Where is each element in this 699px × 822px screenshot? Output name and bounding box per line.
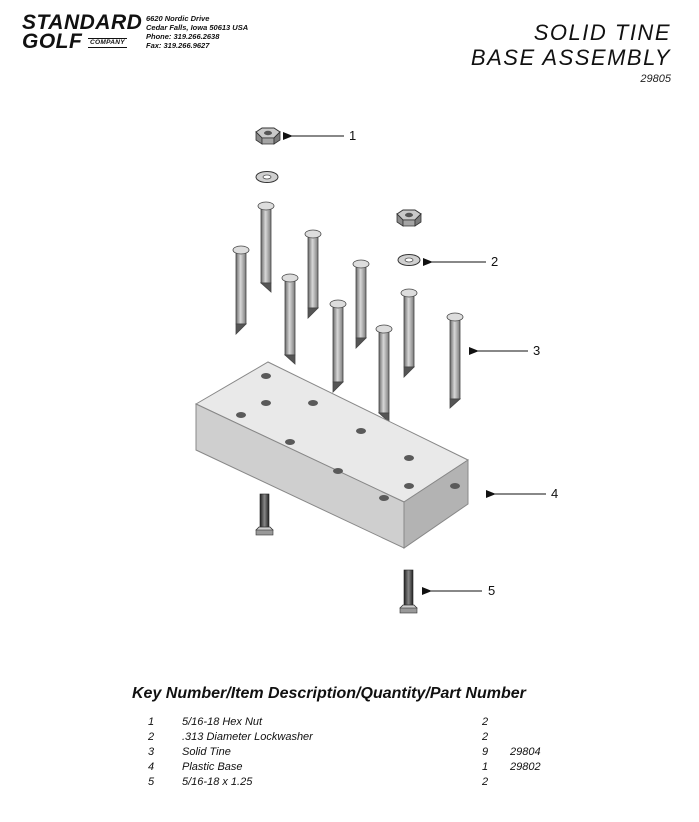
tine — [305, 230, 321, 318]
callout-label-4: 4 — [551, 486, 559, 501]
plastic-base — [196, 362, 468, 548]
address-line: Phone: 319.266.2638 — [146, 32, 220, 41]
parts-list — [148, 716, 588, 791]
callout-label-1: 1 — [349, 128, 357, 143]
title-line-2: BASE ASSEMBLY — [470, 45, 671, 70]
bolt-left — [256, 494, 273, 535]
logo-line-1: STANDARD — [22, 11, 143, 34]
parts-row — [148, 716, 588, 731]
item-description: Plastic Base — [182, 761, 243, 773]
parts-row — [148, 731, 588, 746]
part-number: 29802 — [510, 761, 541, 773]
parts-list-heading: Key Number/Item Description/Quantity/Part Number — [132, 685, 526, 702]
tine — [330, 300, 346, 392]
tine — [447, 313, 463, 408]
callout-label-5: 5 — [488, 583, 496, 598]
tine — [401, 289, 417, 377]
item-description: .313 Diameter Lockwasher — [182, 731, 313, 743]
company-logo — [22, 12, 144, 52]
callout-label-2: 2 — [491, 254, 499, 269]
hex-nut-right — [397, 210, 421, 226]
item-description: 5/16-18 x 1.25 — [182, 776, 253, 788]
item-description: Solid Tine — [182, 746, 231, 758]
item-description: 5/16-18 Hex Nut — [182, 716, 263, 728]
address-line: Fax: 319.266.9627 — [146, 41, 210, 50]
quantity: 2 — [482, 716, 489, 728]
document-title — [471, 20, 671, 70]
company-address — [146, 14, 248, 50]
bolt-right — [400, 570, 417, 613]
quantity: 2 — [482, 731, 489, 743]
logo-company: COMPANY — [90, 39, 125, 46]
address-line: 6620 Nordic Drive — [146, 14, 210, 23]
logo-line-2: GOLF — [22, 30, 83, 53]
tine — [376, 325, 392, 422]
tine — [353, 260, 369, 348]
exploded-diagram — [0, 100, 699, 680]
key-number: 3 — [148, 746, 155, 758]
parts-row — [148, 746, 588, 761]
parts-row — [148, 761, 588, 776]
quantity: 2 — [482, 776, 489, 788]
parts-row — [148, 776, 588, 791]
quantity: 9 — [482, 746, 489, 758]
hex-nut-top — [256, 128, 280, 144]
tine — [282, 274, 298, 364]
tine — [233, 246, 249, 334]
tine — [258, 202, 274, 292]
key-number: 4 — [148, 761, 155, 773]
lockwasher-right — [398, 255, 420, 266]
assembly-part-number: 29805 — [640, 73, 671, 85]
quantity: 1 — [482, 761, 489, 773]
diagram-svg — [0, 100, 699, 680]
part-number: 29804 — [510, 746, 541, 758]
key-number: 5 — [148, 776, 155, 788]
key-number: 1 — [148, 716, 155, 728]
address-line: Cedar Falls, Iowa 50613 USA — [146, 23, 249, 32]
lockwasher-top — [256, 172, 278, 183]
key-number: 2 — [148, 731, 155, 743]
callout-label-3: 3 — [533, 343, 541, 358]
title-line-1: SOLID TINE — [533, 20, 671, 45]
